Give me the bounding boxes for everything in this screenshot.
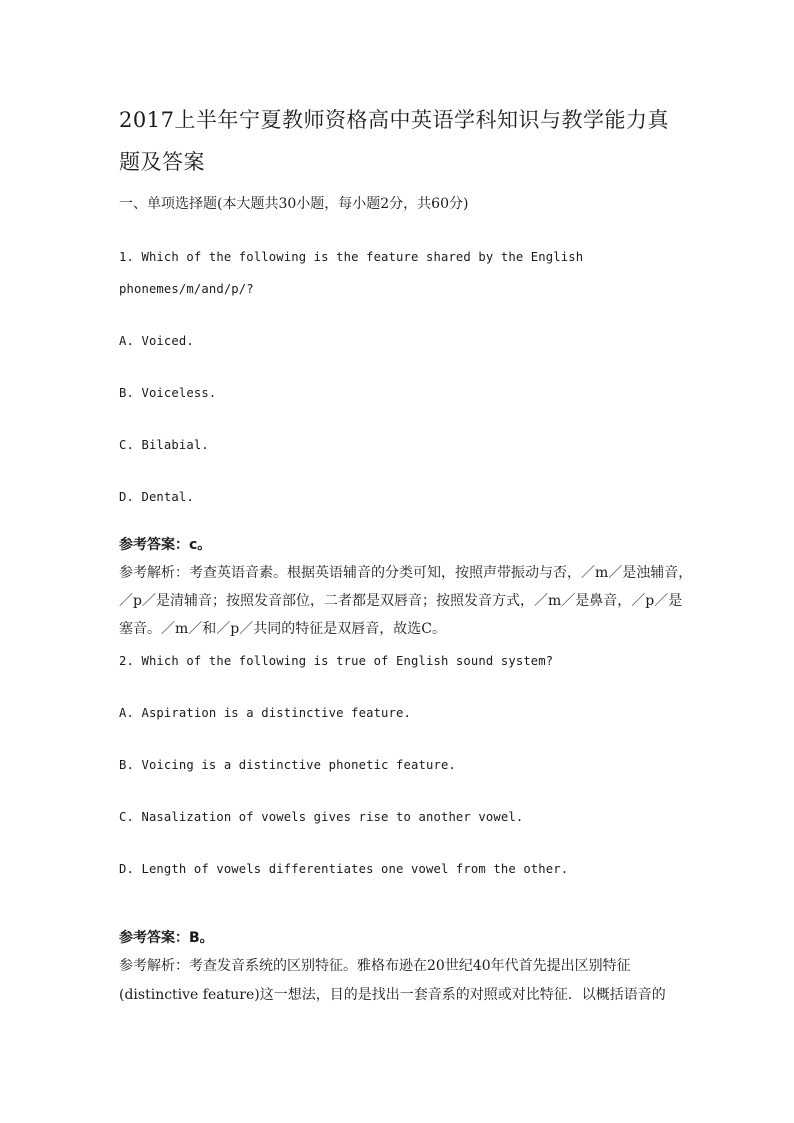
question-2-option-d: D. Length of vowels differentiates one vowel from the other.	[119, 862, 569, 876]
question-1-option-d: D. Dental.	[119, 490, 194, 504]
question-1-explanation-line-3: 塞音。／m／和／p／共同的特征是双唇音，故选C。	[119, 621, 446, 637]
question-1-option-a: A. Voiced.	[119, 334, 194, 348]
question-1-answer: 参考答案：c。	[119, 537, 212, 553]
question-2-explanation-line-1: 参考解析：考查发音系统的区别特征。雅格布逊在20世纪40年代首先提出区别特征	[119, 958, 631, 974]
question-2-option-a: A. Aspiration is a distinctive feature.	[119, 706, 412, 720]
section-heading: 一、单项选择题(本大题共30小题，每小题2分，共60分)	[119, 196, 469, 212]
document-title-line-2: 题及答案	[119, 150, 205, 174]
question-1-explanation-line-1: 参考解析：考查英语音素。根据英语辅音的分类可知，按照声带振动与否，／m／是浊辅音，	[119, 565, 693, 581]
question-2-stem-line-1: 2. Which of the following is true of English sound system?	[119, 654, 554, 668]
document-title-line-1: 2017上半年宁夏教师资格高中英语学科知识与教学能力真	[119, 108, 669, 132]
question-2-option-b: B. Voicing is a distinctive phonetic feature.	[119, 758, 456, 772]
question-1-explanation-line-2: ／p／是清辅音；按照发音部位，二者都是双唇音；按照发音方式，／m／是鼻音，／p／是	[119, 593, 683, 609]
question-2-option-c: C. Nasalization of vowels gives rise to another vowel.	[119, 810, 524, 824]
question-2-explanation-line-2: (distinctive feature)这一想法，目的是找出一套音系的对照或对比特征．以概括语音的	[119, 987, 666, 1003]
question-1-option-b: B. Voiceless.	[119, 386, 217, 400]
question-1-option-c: C. Bilabial.	[119, 438, 209, 452]
question-1-stem-line-2: phonemes/m/and/p/?	[119, 282, 254, 296]
question-2-answer: 参考答案：B。	[119, 930, 214, 946]
question-1-stem-line-1: 1. Which of the following is the feature shared by the English	[119, 250, 584, 264]
